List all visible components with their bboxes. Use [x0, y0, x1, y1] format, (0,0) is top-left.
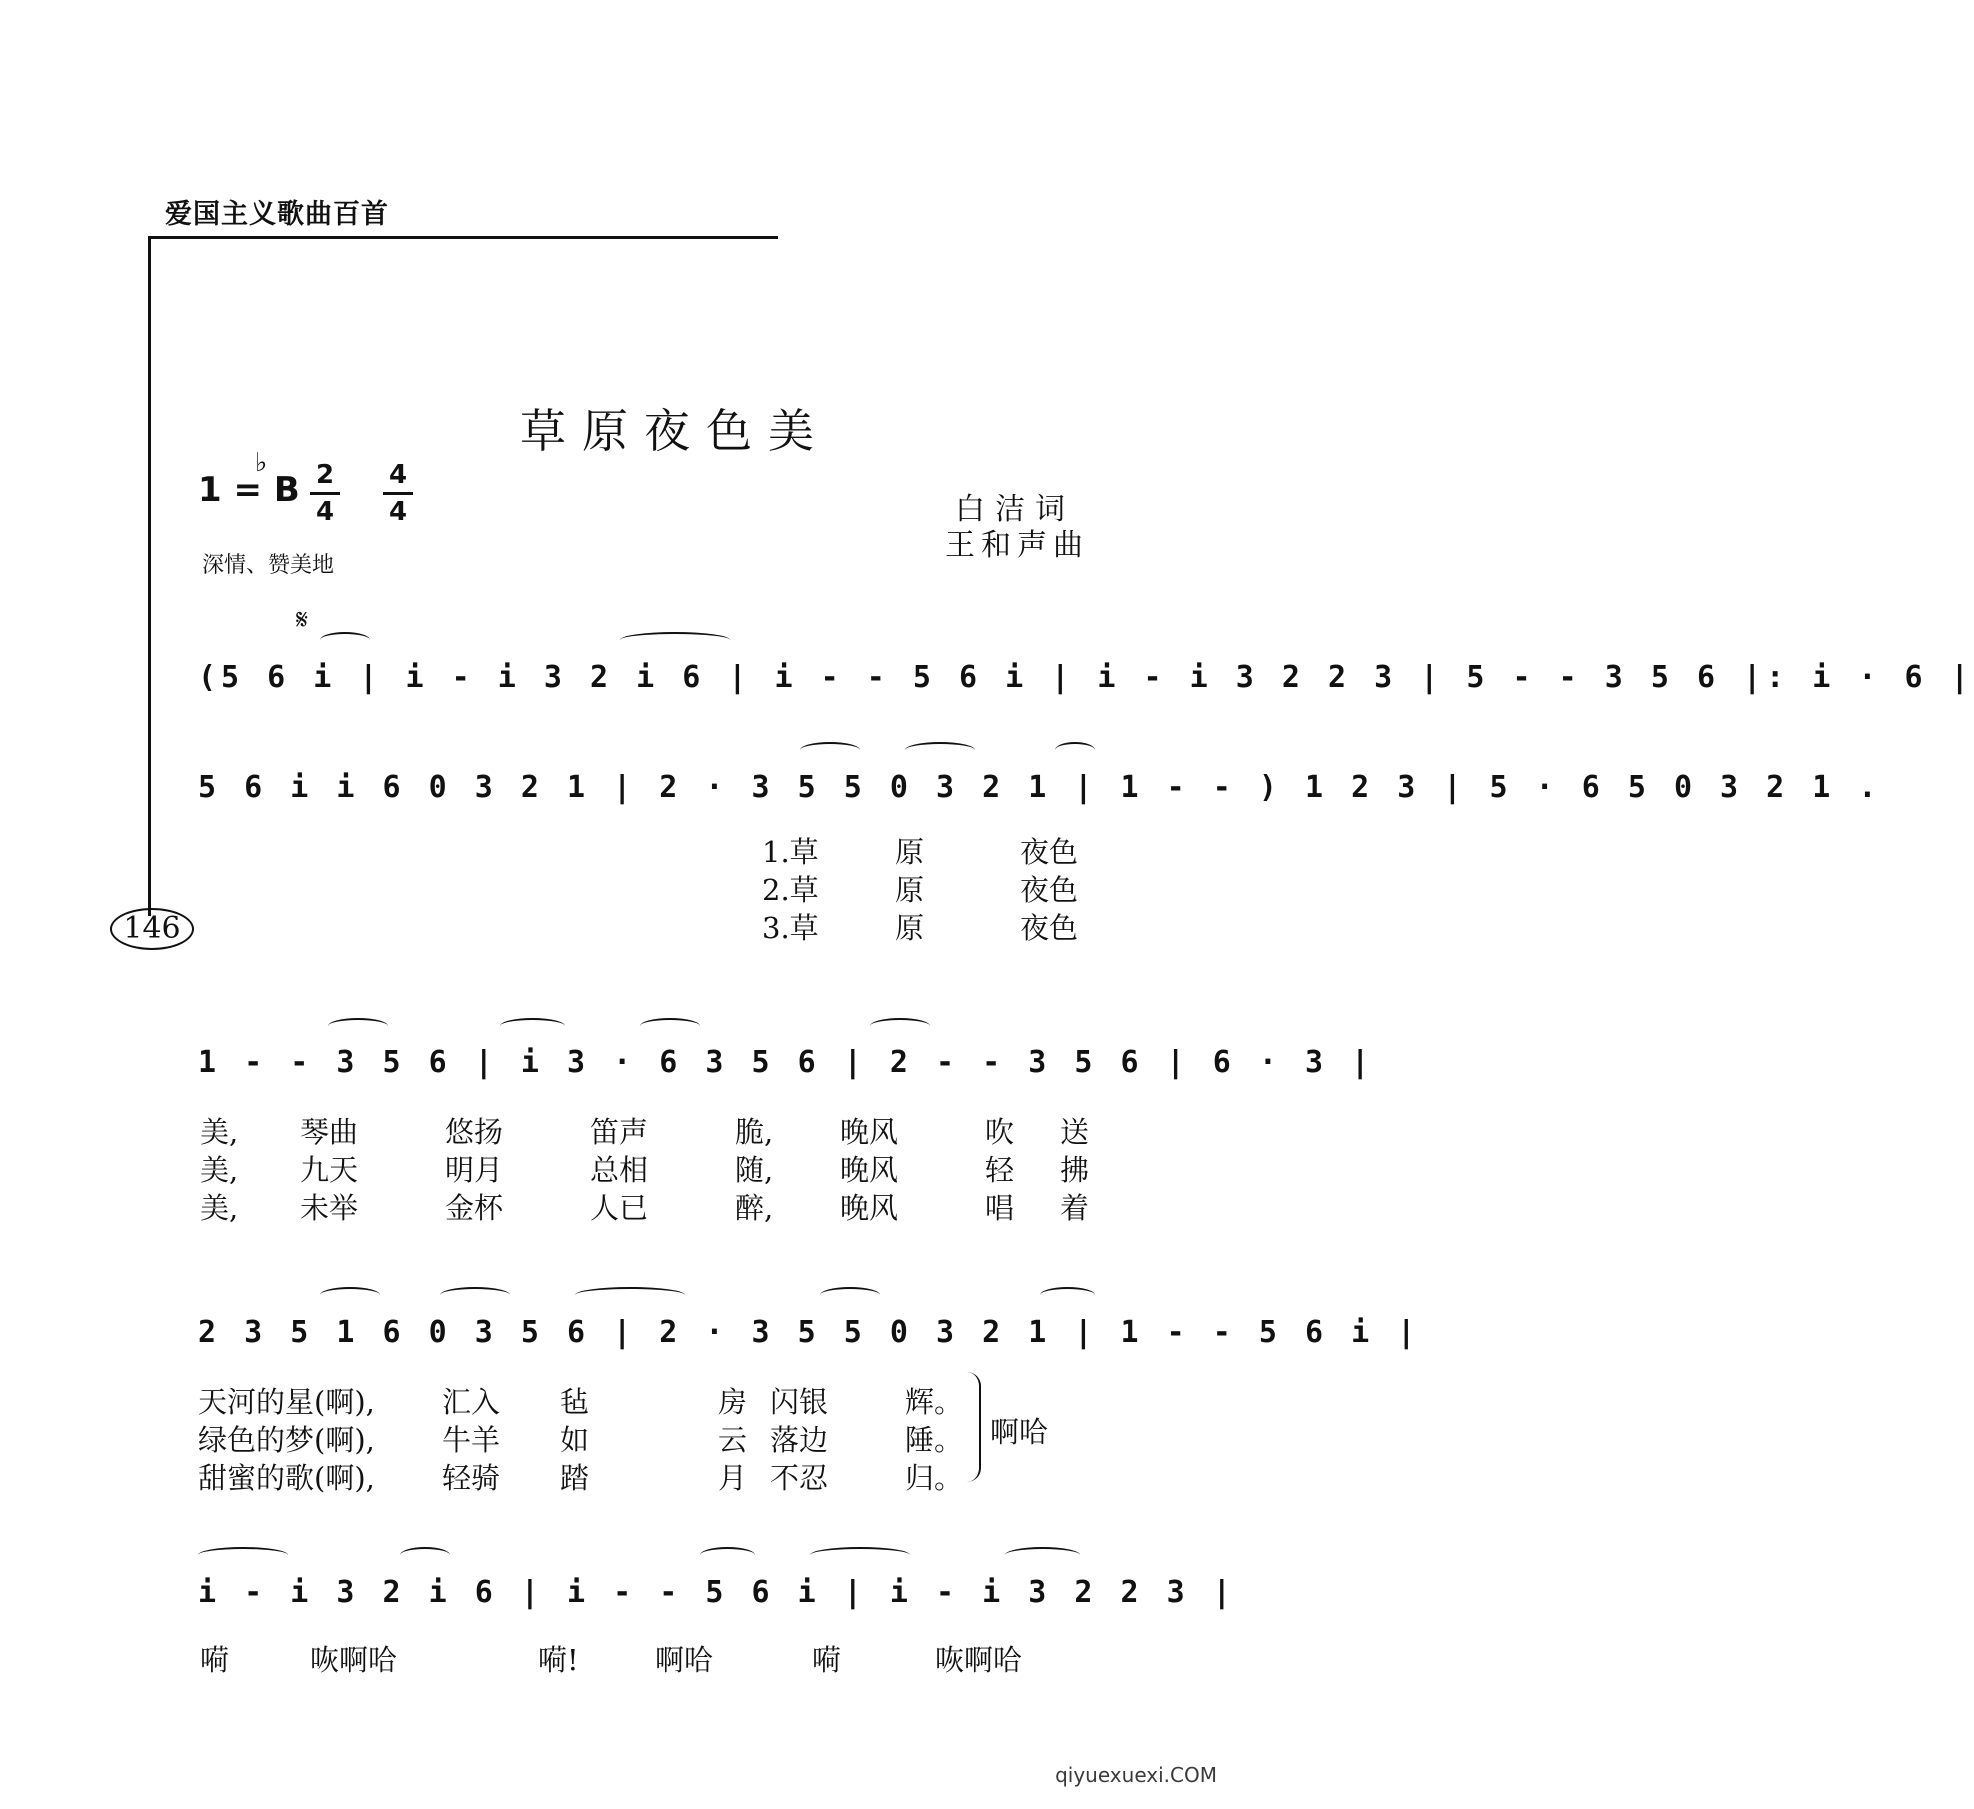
slur	[640, 1018, 700, 1034]
song-title: 草原夜色美	[520, 404, 830, 458]
lyric-syllable: 月	[718, 1461, 748, 1495]
lyric-syllable: 九天	[300, 1153, 359, 1187]
lyric-syllable: 毡	[560, 1385, 590, 1419]
lyric-syllable: 笛声	[590, 1115, 649, 1149]
slur	[810, 1547, 910, 1563]
lyric-syllable: 天河的星(啊),	[198, 1385, 375, 1419]
lyric-syllable: 拂	[1060, 1153, 1090, 1187]
lyric-syllable: 琴曲	[300, 1115, 359, 1149]
lyric-syllable: 轻骑	[442, 1461, 501, 1495]
header-rule	[148, 236, 778, 239]
time-sig-top: 4	[383, 458, 413, 495]
lyric-syllable: 美,	[200, 1191, 239, 1225]
lyric-syllable: 脆,	[735, 1115, 774, 1149]
slur	[905, 742, 975, 758]
lyric-syllable: 闪银	[770, 1385, 829, 1419]
time-sig-top: 2	[310, 458, 340, 495]
lyric-syllable: 送	[1060, 1115, 1090, 1149]
slur	[198, 1547, 288, 1563]
lyric-syllable: 人已	[590, 1191, 649, 1225]
lyric-syllable: 啊哈	[655, 1643, 714, 1677]
lyric-syllable: 归。	[905, 1461, 964, 1495]
slur	[320, 632, 370, 648]
lyric-syllable: 夜色	[1020, 835, 1079, 869]
watermark: qiyuexuexi.COM	[1055, 1763, 1217, 1787]
lyric-syllable: 不忍	[770, 1461, 829, 1495]
time-sig-bottom: 4	[315, 497, 335, 527]
flat-symbol: ♭	[255, 448, 268, 478]
lyric-syllable: 美,	[200, 1153, 239, 1187]
lyric-syllable: 金杯	[445, 1191, 504, 1225]
lyric-syllable: 晚风	[840, 1115, 899, 1149]
slur	[1005, 1547, 1080, 1563]
slur	[620, 632, 730, 648]
tempo-marking: 深情、赞美地	[202, 553, 335, 578]
lyric-syllable: 甜蜜的歌(啊),	[198, 1461, 375, 1495]
notation-line-1: (5 6 i | i - i 3 2 i 6 | i - - 5 6 i | i - i 3 2 2 3 | 5 - - 3 5 6 |: i · 6 |	[198, 660, 1974, 695]
lyric-syllable: 绿色的梦(啊),	[198, 1423, 375, 1457]
time-signature-4-4	[383, 458, 413, 529]
lyric-syllable: 辉。	[905, 1385, 964, 1419]
notation-line-2: 5 6 i i 6 0 3 2 1 | 2 · 3 5 5 0 3 2 1 | 1 - - ) 1 2 3 | 5 · 6 5 0 3 2 1 .	[198, 770, 1882, 805]
lyric-syllable: 吹	[985, 1115, 1015, 1149]
slur	[1040, 1287, 1095, 1303]
slur	[400, 1547, 450, 1563]
lyric-syllable: 踏	[560, 1461, 590, 1495]
lyric-syllable: 醉,	[735, 1191, 774, 1225]
slur	[440, 1287, 510, 1303]
slur	[328, 1018, 388, 1034]
composer: 王和声曲	[945, 528, 1089, 563]
lyric-syllable: 原	[895, 835, 925, 869]
lyric-syllable: 牛羊	[442, 1423, 501, 1457]
lyric-syllable: 着	[1060, 1191, 1090, 1225]
lyric-syllable: 落边	[770, 1423, 829, 1457]
book-title: 爱国主义歌曲百首	[165, 199, 389, 230]
notation-line-5: i - i 3 2 i 6 | i - - 5 6 i | i - i 3 2 2 3 |	[198, 1575, 1236, 1610]
lyric-syllable: 明月	[445, 1153, 504, 1187]
slur	[700, 1547, 755, 1563]
lyric-syllable: 3.草	[762, 911, 819, 945]
slur	[820, 1287, 880, 1303]
lyric-syllable: 夜色	[1020, 911, 1079, 945]
lyric-syllable: 如	[560, 1423, 590, 1457]
lyric-syllable: 唱	[985, 1191, 1015, 1225]
key-signature: 1 = B	[198, 470, 300, 510]
lyric-syllable: 2.草	[762, 873, 819, 907]
slur	[500, 1018, 565, 1034]
lyric-syllable: 美,	[200, 1115, 239, 1149]
segno-sign: 𝄋	[296, 603, 309, 636]
margin-rule	[148, 236, 151, 916]
lyric-syllable: 房	[718, 1385, 748, 1419]
lyric-syllable: 1.草	[762, 835, 819, 869]
lyric-syllable: 未举	[300, 1191, 359, 1225]
slur	[870, 1018, 930, 1034]
refrain-brace	[965, 1372, 981, 1482]
lyric-syllable: 陲。	[905, 1423, 964, 1457]
notation-line-4: 2 3 5 1 6 0 3 5 6 | 2 · 3 5 5 0 3 2 1 | 1 - - 5 6 i |	[198, 1315, 1421, 1350]
lyric-syllable: 原	[895, 911, 925, 945]
notation-line-3: 1 - - 3 5 6 | i 3 · 6 3 5 6 | 2 - - 3 5 6 | 6 · 3 |	[198, 1045, 1375, 1080]
lyric-syllable: 总相	[590, 1153, 649, 1187]
slur	[320, 1287, 380, 1303]
lyric-syllable: 晚风	[840, 1191, 899, 1225]
slur	[800, 742, 860, 758]
slur	[575, 1287, 685, 1303]
lyricist: 白洁词	[955, 492, 1075, 527]
lyric-syllable: 悠扬	[445, 1115, 504, 1149]
lyric-syllable: 云	[718, 1423, 748, 1457]
slur	[1055, 742, 1095, 758]
lyric-syllable: 晚风	[840, 1153, 899, 1187]
lyric-syllable: 咴啊哈	[310, 1643, 398, 1677]
lyric-syllable: 轻	[985, 1153, 1015, 1187]
lyric-syllable: 咴啊哈	[935, 1643, 1023, 1677]
lyric-syllable: 夜色	[1020, 873, 1079, 907]
time-sig-bottom: 4	[388, 497, 408, 527]
lyric-syllable: 汇入	[442, 1385, 501, 1419]
lyric-syllable: 嗬	[200, 1643, 230, 1677]
lyric-syllable: 嗬	[812, 1643, 842, 1677]
lyric-syllable: 随,	[735, 1153, 774, 1187]
lyric-syllable: 嗬!	[538, 1643, 579, 1677]
refrain-label: 啊哈	[990, 1415, 1049, 1449]
lyric-syllable: 原	[895, 873, 925, 907]
page-number: 146	[110, 908, 194, 950]
time-signature-2-4	[310, 458, 340, 529]
